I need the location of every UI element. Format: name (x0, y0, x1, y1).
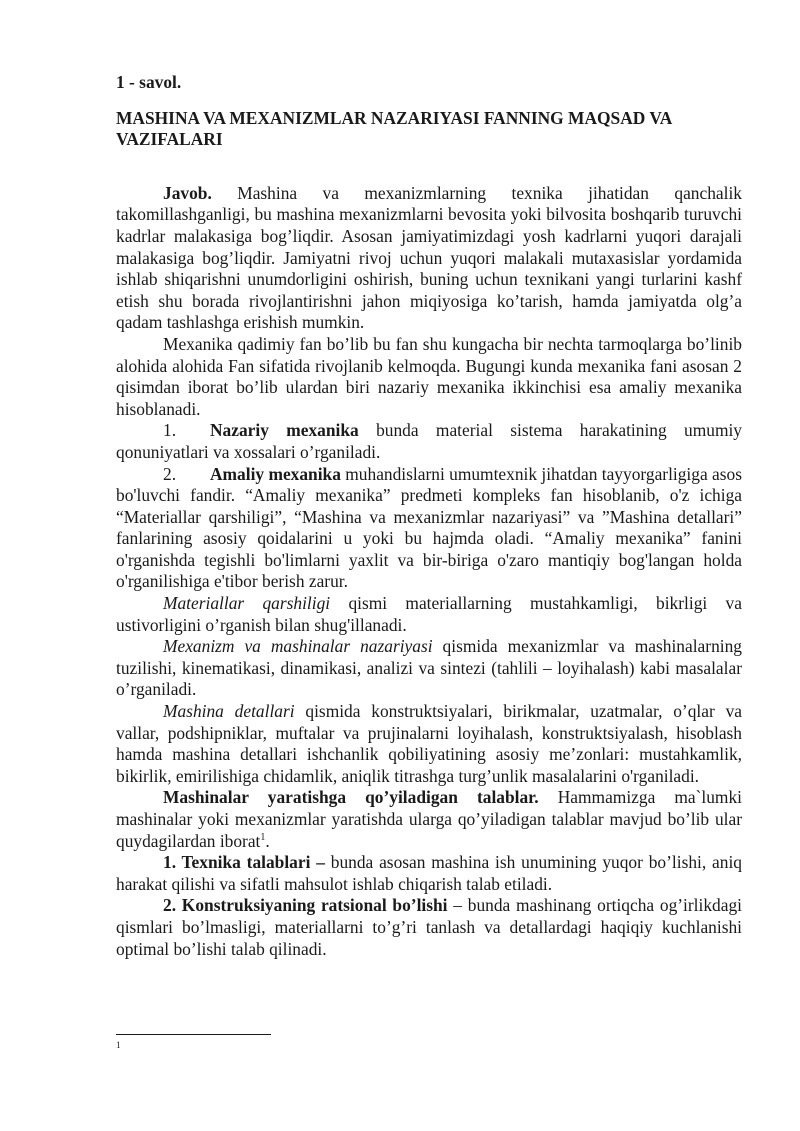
paragraph-text: bunda asosan mashina ish unumining yuqor bo’lishi, aniq harakat qilishi va sifatli mahsulot ishlab chiqarish talab etiladi. (116, 852, 742, 894)
list-number: 1. (163, 420, 177, 441)
technical-requirements-paragraph (116, 852, 742, 895)
answer-lead: Javob. (163, 182, 212, 203)
list-lead: Amaliy mexanika (210, 463, 341, 484)
answer-text: Mashina va mexanizmlarning texnika jihatidan qanchalik takomillashganligi, bu mashina mexanizmlarni bevosita yoki bilvosita boshqarib turuvchi kadrlar malakasiga bog’liqdir. Asosan jamiyatimizdagi yosh kadrlarni yuqori darajali malakasiga bog’liqdir. Jamiyatni rivoj uchun yuqori malakali mutaxasislar yordamida ishlab shiqarishni unumdorligini oshirish, buning uchun texnikani yangi turlarini kashf etish shu borada rivojlantirishni jahon miqiyosiga ko’tarish, hamda jamiyatda olg’a qadam tashlashga erishish mumkin. (116, 182, 742, 333)
mechanisms-paragraph (116, 636, 742, 701)
question-number: 1 - savol. (116, 72, 182, 92)
paragraph-lead: 2. Konstruksiyaning ratsional bo’lishi (163, 895, 448, 916)
list-text: bunda material sistema harakatining umumiy qonuniyatlari va xossalari o’rganiladi. (116, 420, 742, 462)
paragraph-text: qismida mexanizmlar va mashinalarning tuzilishi, kinematikasi, dinamikasi, analizi va sintezi (tahlili – loyihalash) kabi masalalar o’rganiladi. (116, 636, 742, 700)
paragraph-text: – bunda mashinang ortiqcha og’irlikdagi qismlari bo’lmasligi, materiallarni to’g’ri tanlash va detallardagi haqiqiy kuchlanishi optimal bo’lishi talab qilinadi. (116, 895, 742, 959)
paragraph-text: qismida konstruktsiyalari, birikmalar, uzatmalar, o’qlar va vallar, podshipniklar, muftalar va prujinalarni loyihalash, konstruktsiyalash, hisoblash hamda mashina detallari ishchanlik qobiliyatining asosiy me’zonlari: mustahkamlik, bikirlik, emirilishiga chidamlik, aniqlik titrashga turg’unlik masalalarini o'rganiladi. (116, 701, 742, 786)
paragraph-end: . (265, 830, 270, 851)
list-number: 2. (163, 463, 177, 484)
paragraph-lead: Materiallar qarshiligi (163, 593, 331, 614)
footnote-separator (116, 1034, 271, 1035)
requirements-paragraph (116, 787, 742, 852)
paragraph-text: qismi materiallarning mustahkamligi, bikrligi va ustivorligini o’rganish bilan shug'illanadi. (116, 593, 742, 635)
paragraph-lead: Mashina detallari (163, 701, 295, 722)
mechanics-paragraph: Mexanika qadimiy fan bo’lib bu fan shu kungacha bir nechta tarmoqlarga bo’linib alohida alohida Fan sifatida rivojlanib kelmoqda. Bugungi kunda mexanika fani asosan 2 qisimdan iborat bo’lib ulardan biri nazariy mexanika ikkinchisi esa amaliy mexanika hisoblanadi. (116, 333, 742, 419)
paragraph-lead: Mashinalar yaratishga qo’yiladigan talablar. (163, 787, 539, 808)
list-item-theoretical (116, 420, 742, 463)
list-text: muhandislarni umumtexnik jihatdan tayyorgarligiga asos bo'luvchi fandir. “Amaliy mexanika” predmeti kompleks fan hisoblanib, o'z ichiga “Materiallar qarshiligi”, “Mashina va mexanizmlar nazariyasi” va ”Mashina detallari” fanlarining asosiy qoidalarini u yoki bu hajmda oladi. “Amaliy mexanika” fanini o'rganishda tegishli bo'limlarni yaxlit va bir-biriga o'zaro mantiqiy bog'langan holda o'rganilishiga e'tibor berish zarur. (116, 463, 742, 592)
paragraph-lead: Mexanizm va mashinalar nazariyasi (163, 636, 433, 657)
rational-design-paragraph (116, 895, 742, 960)
footnote-reference[interactable]: 1 (260, 831, 266, 843)
footnote-mark: 1 (116, 1040, 121, 1050)
list-item-applied (116, 464, 742, 594)
machine-details-paragraph (116, 701, 742, 787)
paragraph-text: Hammamizga ma`lumki mashinalar yoki mexanizmlar yaratishda ularga qo’yiladigan talablar mavjud bo’lib ular quydagilardan iborat (116, 787, 742, 851)
answer-paragraph (116, 183, 742, 334)
paragraph-lead: 1. Texnika talablari – (163, 852, 325, 873)
list-lead: Nazariy mexanika (210, 420, 359, 441)
document-title: MASHINA VA MEXANIZMLAR NAZARIYASI FANNING MAQSAD VA VAZIFALARI (116, 107, 672, 150)
materials-paragraph (116, 593, 742, 636)
document-page (116, 72, 742, 960)
